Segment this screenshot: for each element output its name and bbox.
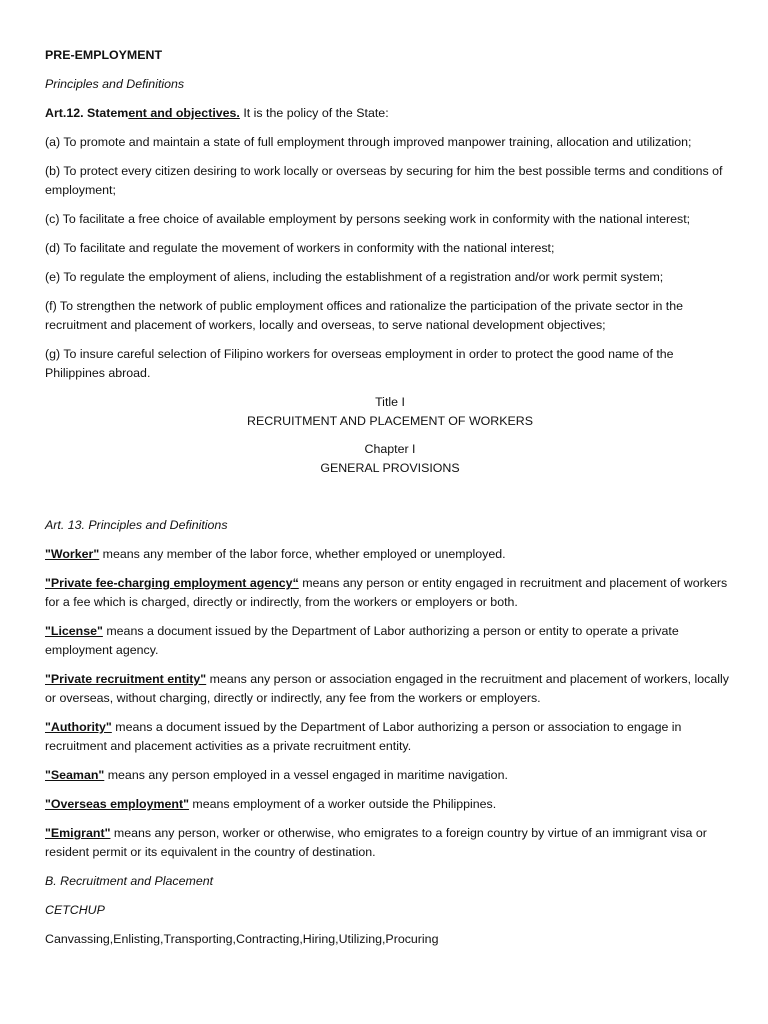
objective-b: (b) To protect every citizen desiring to work locally or overseas by securing for him the best possible terms and conditions of employment; (45, 164, 723, 197)
chapter-block (45, 440, 735, 478)
definition-term: "Overseas employment" (45, 797, 189, 811)
art12-paragraph (45, 104, 735, 123)
definition-term: "Emigrant" (45, 826, 111, 840)
art12-label-end: ent and objectives. (128, 106, 240, 120)
title-block (45, 393, 735, 431)
definition-private-agency (45, 574, 735, 612)
definition-text: means a document issued by the Department of Labor authorizing a person or entity to operate a private employment agency. (45, 624, 679, 657)
definition-text: means any person or association engaged in the recruitment and placement of workers, locally or overseas, without charging, directly or indirectly, any fee from the workers or employers. (45, 672, 729, 705)
definition-term: "Private fee-charging employment agency“ (45, 576, 299, 590)
document-heading: PRE-EMPLOYMENT (45, 48, 163, 62)
definition-term: "Authority" (45, 720, 112, 734)
acronym-expansion: Canvassing,Enlisting,Transporting,Contracting,Hiring,Utilizing,Procuring (45, 932, 439, 946)
title-name: RECRUITMENT AND PLACEMENT OF WORKERS (247, 414, 533, 428)
section-heading: Principles and Definitions (45, 77, 185, 91)
objective-d: (d) To facilitate and regulate the movement of workers in conformity with the national interest; (45, 241, 555, 255)
definition-overseas-employment (45, 795, 735, 814)
definition-text: means any member of the labor force, whether employed or unemployed. (99, 547, 506, 561)
art13-heading: Art. 13. Principles and Definitions (45, 518, 228, 532)
definition-term: "Worker" (45, 547, 100, 561)
objective-e: (e) To regulate the employment of aliens, including the establishment of a registration and/or work permit system; (45, 270, 664, 284)
art12-label-start: Art.12. Statem (45, 106, 129, 120)
definition-text: means any person, worker or otherwise, who emigrates to a foreign country by virtue of an immigrant visa or resident permit or its equivalent in the country of destination. (45, 826, 707, 859)
objective-f: (f) To strengthen the network of public employment offices and rationalize the participation of the private sector in the recruitment and placement of workers, locally and overseas, to serve national development objectives; (45, 299, 684, 332)
definition-text: means any person employed in a vessel engaged in maritime navigation. (104, 768, 508, 782)
acronym: CETCHUP (45, 903, 105, 917)
objective-a: (a) To promote and maintain a state of full employment through improved manpower training, allocation and utilization; (45, 135, 692, 149)
title-label: Title I (375, 395, 405, 409)
definition-term: "Private recruitment entity" (45, 672, 207, 686)
definition-private-recruitment-entity (45, 670, 735, 708)
document-page (45, 46, 735, 959)
definition-authority (45, 718, 735, 756)
definition-text: means any person or entity engaged in recruitment and placement of workers for a fee which is charged, directly or indirectly, from the workers or employers or both. (45, 576, 728, 609)
objective-c: (c) To facilitate a free choice of available employment by persons seeking work in conformity with the national interest; (45, 212, 691, 226)
definition-term: "Seaman" (45, 768, 105, 782)
art12-text: It is the policy of the State: (239, 106, 389, 120)
definition-text: means a document issued by the Department of Labor authorizing a person or association to engage in recruitment and placement activities as a private recruitment entity. (45, 720, 682, 753)
objective-g: (g) To insure careful selection of Filipino workers for overseas employment in order to protect the good name of the Philippines abroad. (45, 347, 674, 380)
chapter-label: Chapter I (364, 442, 416, 456)
definition-text: means employment of a worker outside the Philippines. (188, 797, 497, 811)
definition-term: "License" (45, 624, 103, 638)
section-b-heading: B. Recruitment and Placement (45, 874, 214, 888)
definition-license (45, 622, 735, 660)
definition-emigrant (45, 824, 735, 862)
definition-seaman (45, 766, 735, 785)
definition-worker (45, 545, 735, 564)
spacer (45, 487, 735, 516)
chapter-name: GENERAL PROVISIONS (320, 461, 460, 475)
